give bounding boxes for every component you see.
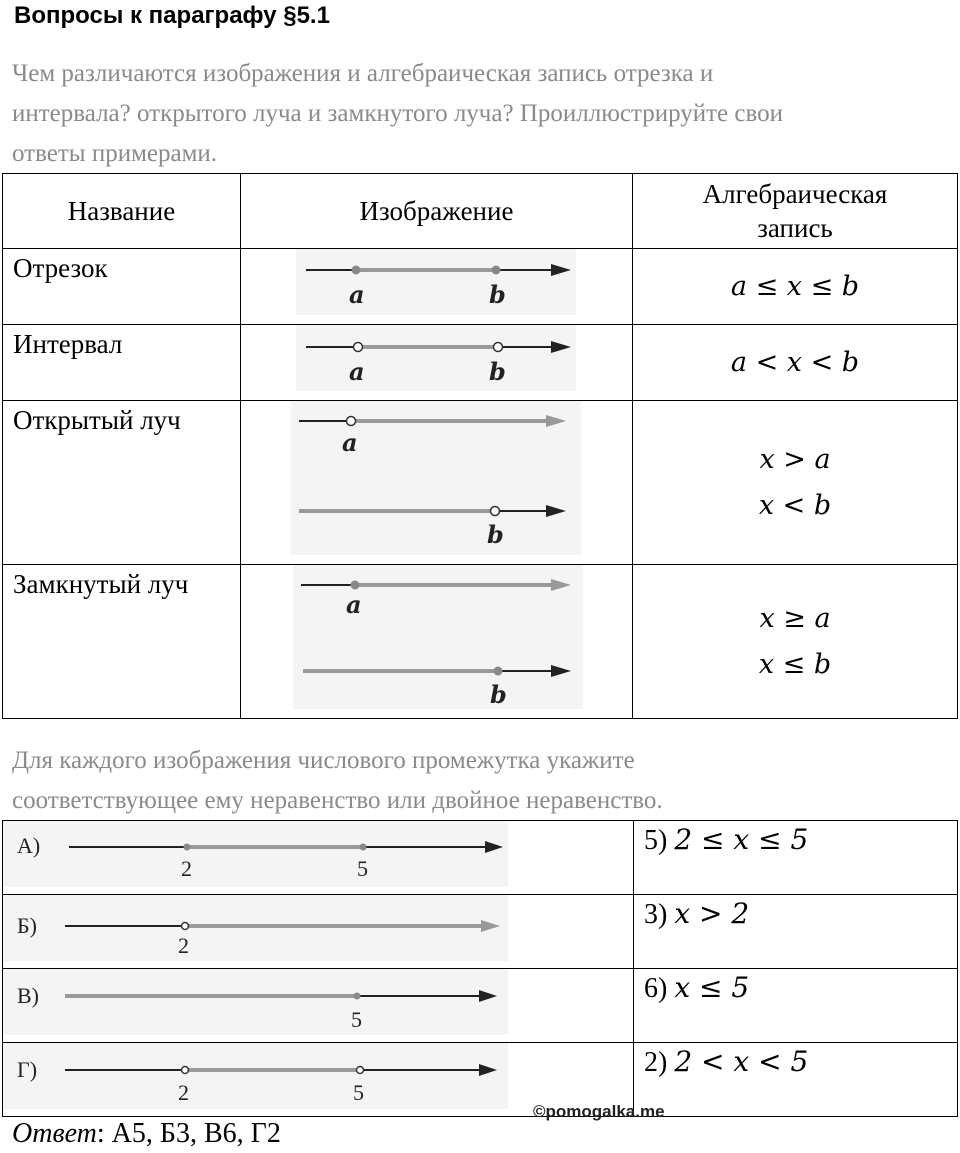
row-letter: Г) (17, 1057, 38, 1082)
segment-number-line (241, 249, 632, 317)
number-line-g (3, 1043, 633, 1111)
header-algebra: Алгебраическая запись (633, 174, 958, 249)
row-image (241, 401, 633, 565)
matching-table (2, 820, 958, 1117)
table-row (3, 565, 958, 719)
point-a-label: a (349, 357, 365, 386)
table-row (3, 969, 958, 1043)
point-a-label: a (342, 428, 358, 457)
table-row (3, 325, 958, 401)
interval-number-line (241, 325, 632, 393)
row-algebra: x > a x < b (633, 401, 958, 565)
point-b-label: b (487, 520, 504, 549)
point-b-label: b (489, 357, 506, 386)
watermark: ©pomogalka.me (533, 1102, 665, 1121)
row-letter: В) (17, 983, 39, 1008)
tick-5-label: 5 (353, 1080, 364, 1105)
table-row (3, 249, 958, 325)
number-line-a (3, 821, 633, 889)
point-a-label: a (346, 590, 362, 619)
question-2: Для каждого изображения числового промежутка укажите соответствующее ему неравенство или двойное неравенство. (12, 747, 663, 814)
row-image (3, 969, 634, 1043)
header-image: Изображение (241, 174, 633, 249)
header-name: Название (3, 174, 241, 249)
row-answer: 6) x ≤ 5 (634, 969, 958, 1043)
row-letter: А) (17, 833, 41, 858)
row-name: Открытый луч (3, 401, 241, 565)
row-name: Замкнутый луч (3, 565, 241, 719)
intervals-table (2, 173, 958, 719)
row-image (241, 565, 633, 719)
row-image (3, 821, 634, 895)
row-answer: 2) 2 < x < 5 (634, 1043, 958, 1117)
point-b-label: b (490, 680, 507, 709)
tick-2-label: 2 (178, 933, 189, 958)
row-algebra: x ≥ a x ≤ b (633, 565, 958, 719)
tick-2-label: 2 (178, 1080, 189, 1105)
number-line-b (3, 895, 633, 963)
table-row (3, 821, 958, 895)
tick-2-label: 2 (181, 856, 192, 881)
row-name: Интервал (3, 325, 241, 401)
row-image (241, 325, 633, 401)
page-title: Вопросы к параграфу §5.1 (14, 2, 330, 29)
row-answer: 3) x > 2 (634, 895, 958, 969)
question-1: Чем различаются изображения и алгебраическая запись отрезка и интервала? открытого луча и замкнутого луча? Проиллюстрируйте свои ответы примерами. (12, 60, 784, 167)
point-b-label: b (489, 280, 506, 309)
final-answer: Ответ: А5, Б3, В6, Г2 (12, 1118, 281, 1149)
row-image (241, 249, 633, 325)
row-name: Отрезок (3, 249, 241, 325)
row-algebra: a < x < b (633, 325, 958, 401)
table-row (3, 895, 958, 969)
closed-ray-number-lines (241, 565, 632, 711)
table-row (3, 1043, 958, 1117)
tick-5-label: 5 (351, 1007, 362, 1032)
table-row (3, 401, 958, 565)
row-algebra: a ≤ x ≤ b (633, 249, 958, 325)
point-a-label: a (349, 280, 365, 309)
table-header-row (3, 174, 958, 249)
row-letter: Б) (17, 913, 37, 938)
number-line-v (3, 969, 633, 1037)
tick-5-label: 5 (357, 856, 368, 881)
row-image (3, 895, 634, 969)
row-answer: 5) 2 ≤ x ≤ 5 (634, 821, 958, 895)
open-ray-number-lines (241, 401, 632, 557)
